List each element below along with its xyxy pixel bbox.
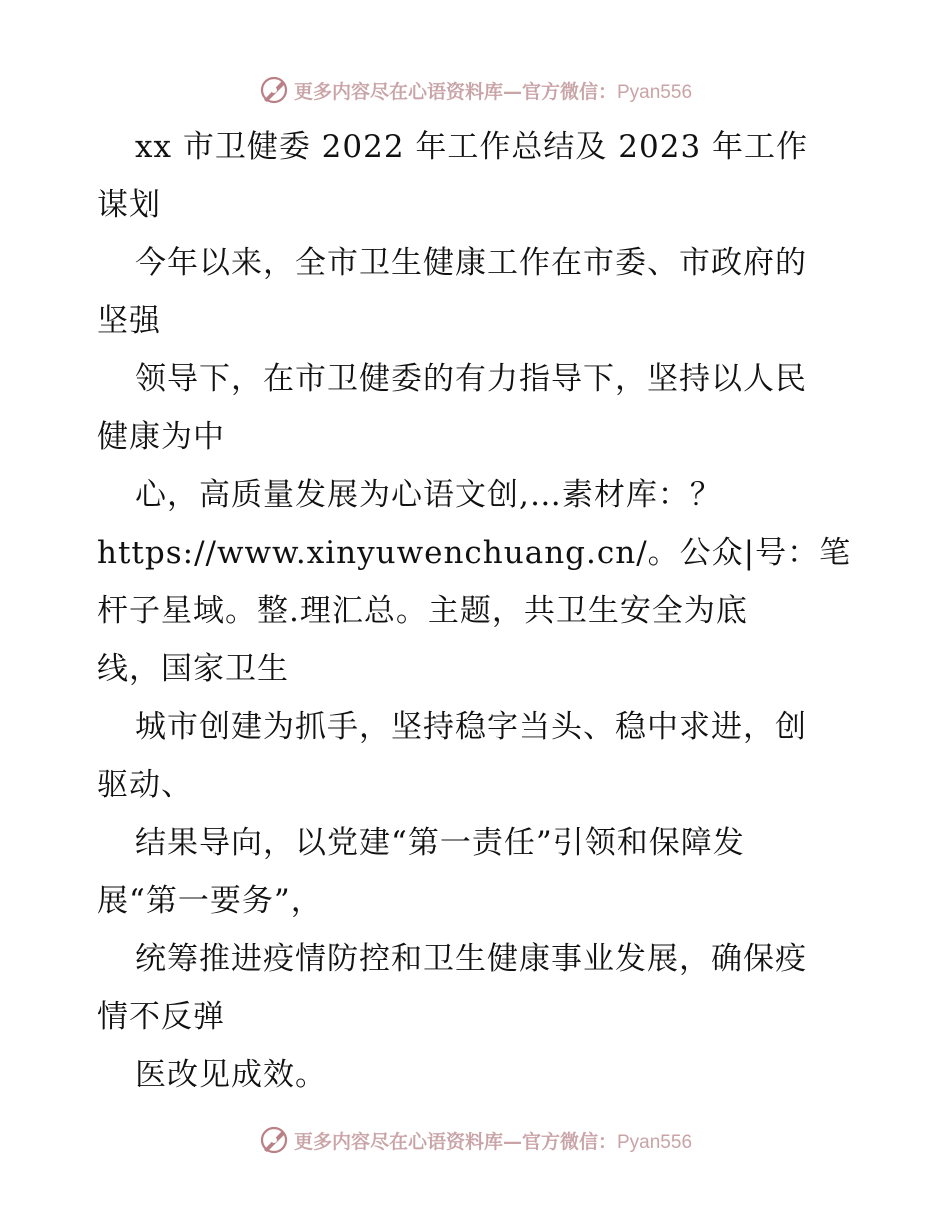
banner-text: 更多内容尽在心语资料库—官方微信：Pyan556 xyxy=(293,80,693,103)
text-line: 谋划 xyxy=(97,187,161,223)
text-line: https://www.xinyuwenchuang.cn/。公众|号：笔 xyxy=(97,535,852,571)
text-line: 线，国家卫生 xyxy=(97,651,289,687)
text-line: 统筹推进疫情防控和卫生健康事业发展，确保疫 xyxy=(135,941,807,977)
text-line: 心，高质量发展为心语文创,…素材库：？ xyxy=(135,477,722,513)
document-body xyxy=(97,118,857,1104)
text-line: 驱动、 xyxy=(97,767,193,803)
text-line: 结果导向，以党建“第一责任”引领和保障发 xyxy=(135,825,745,861)
text-line: 健康为中 xyxy=(97,419,225,455)
text-line: 城市创建为抓手，坚持稳字当头、稳中求进，创 xyxy=(135,709,807,745)
text-line: 情不反弹 xyxy=(97,999,225,1035)
text-line: 杆子星域。整.理汇总。主题，共卫生安全为底 xyxy=(97,593,748,629)
text-line: 坚强 xyxy=(97,303,161,339)
header-banner xyxy=(0,70,950,110)
banner-text: 更多内容尽在心语资料库—官方微信：Pyan556 xyxy=(293,1130,693,1153)
brush-logo-icon xyxy=(258,1124,290,1156)
text-line: 医改见成效。 xyxy=(135,1057,327,1093)
text-line: xx 市卫健委 2022 年工作总结及 2023 年工作 xyxy=(135,129,809,165)
text-line: 领导下，在市卫健委的有力指导下，坚持以人民 xyxy=(135,361,807,397)
brush-logo-icon xyxy=(258,74,290,106)
banner-handle: Pyan556 xyxy=(617,81,693,103)
banner-handle: Pyan556 xyxy=(617,1131,693,1153)
footer-banner xyxy=(0,1120,950,1160)
text-line: 展“第一要务”， xyxy=(97,883,323,919)
text-line: 今年以来，全市卫生健康工作在市委、市政府的 xyxy=(135,245,807,281)
